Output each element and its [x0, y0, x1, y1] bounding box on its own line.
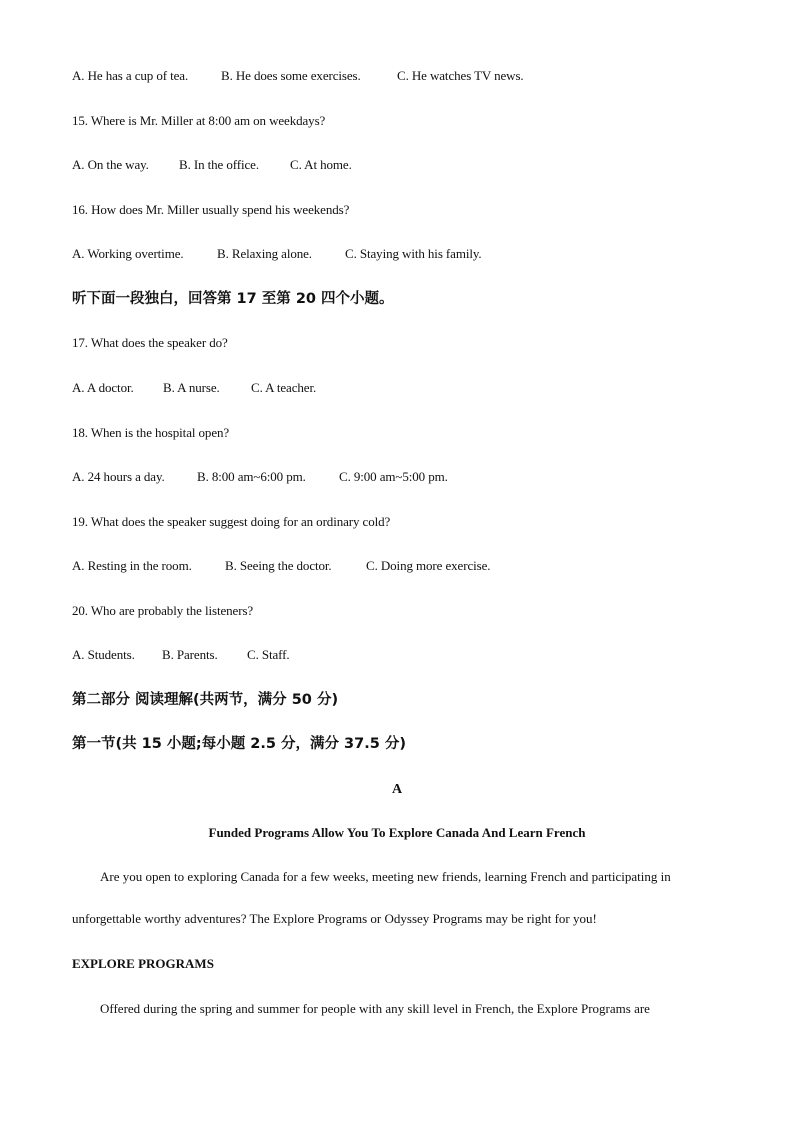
option-a: A. On the way. [72, 157, 149, 172]
options-row [72, 68, 524, 84]
section-instruction: 听下面一段独白，回答第 17 至第 20 四个小题。 [72, 291, 394, 307]
question-15: 15. Where is Mr. Miller at 8:00 am on weekdays? [72, 113, 326, 128]
question-18: 18. When is the hospital open? [72, 425, 230, 440]
options-row [72, 157, 352, 173]
option-a: A. Resting in the room. [72, 558, 192, 573]
option-c: C. Doing more exercise. [366, 558, 491, 573]
section-heading: EXPLORE PROGRAMS [72, 956, 214, 971]
option-c: C. Staying with his family. [345, 246, 482, 261]
question-20: 20. Who are probably the listeners? [72, 603, 254, 618]
option-a: A. Students. [72, 647, 135, 662]
passage-letter: A [391, 782, 403, 797]
options-row [72, 647, 290, 663]
question-16: 16. How does Mr. Miller usually spend his weekends? [72, 202, 350, 217]
paragraph-line: Offered during the spring and summer for people with any skill level in French, the Explore Programs are [100, 1001, 650, 1016]
option-b: B. In the office. [179, 157, 260, 172]
option-c: C. A teacher. [251, 380, 317, 395]
options-row [72, 380, 317, 396]
option-a: A. 24 hours a day. [72, 469, 165, 484]
question-19: 19. What does the speaker suggest doing for an ordinary cold? [72, 514, 391, 529]
option-b: B. Relaxing alone. [217, 246, 312, 261]
question-17: 17. What does the speaker do? [72, 335, 228, 350]
option-b: B. He does some exercises. [221, 68, 361, 83]
option-a: A. A doctor. [72, 380, 134, 395]
options-row [72, 469, 448, 485]
option-b: B. Seeing the doctor. [225, 558, 332, 573]
option-c: C. Staff. [247, 647, 290, 662]
option-a: A. He has a cup of tea. [72, 68, 189, 83]
option-a: A. Working overtime. [72, 246, 184, 261]
option-b: B. Parents. [162, 647, 218, 662]
option-b: B. A nurse. [163, 380, 220, 395]
option-c: C. 9:00 am~5:00 pm. [339, 469, 448, 484]
passage-title: Funded Programs Allow You To Explore Canada And Learn French [208, 825, 586, 840]
option-b: B. 8:00 am~6:00 pm. [197, 469, 306, 484]
section-one-heading: 第一节(共 15 小题;每小题 2.5 分，满分 37.5 分) [72, 736, 406, 752]
paragraph-line: Are you open to exploring Canada for a few weeks, meeting new friends, learning French and participating in [100, 869, 671, 884]
option-c: C. He watches TV news. [397, 68, 524, 83]
option-c: C. At home. [290, 157, 352, 172]
options-row [72, 246, 482, 262]
options-row [72, 558, 491, 574]
part-two-heading: 第二部分 阅读理解(共两节，满分 50 分) [72, 692, 339, 708]
paragraph-line: unforgettable worthy adventures? The Explore Programs or Odyssey Programs may be right for you! [72, 911, 597, 926]
